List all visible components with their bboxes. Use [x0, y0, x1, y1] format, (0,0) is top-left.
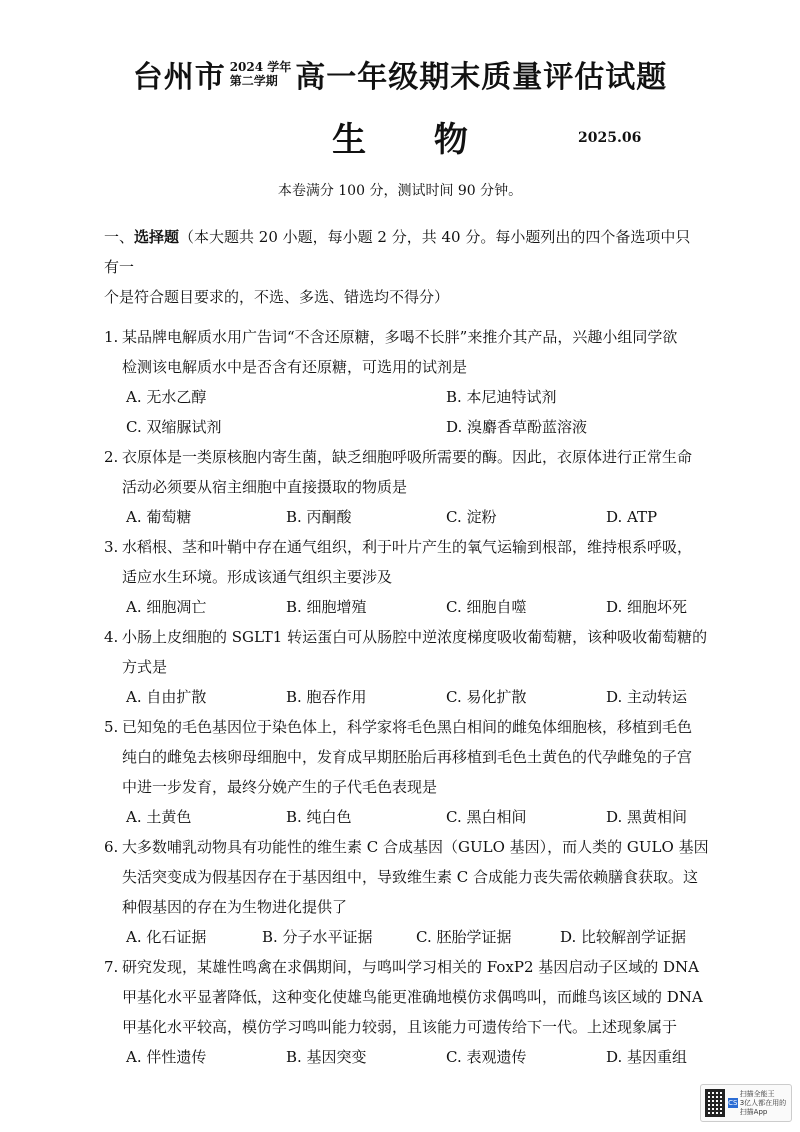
option-list	[104, 502, 722, 532]
option-list	[104, 382, 700, 442]
question-item	[104, 442, 700, 532]
question-stem-line	[104, 652, 700, 682]
option-item: A. 葡萄糖	[126, 508, 192, 526]
section-desc-line1: （本大题共 20 小题，每小题 2 分，共 40 分。每小题列出的四个备选项中只有一	[104, 228, 691, 276]
stamp-line1: 扫描全能王	[739, 1089, 775, 1098]
question-stem-line	[104, 352, 700, 382]
question-item	[104, 532, 700, 622]
option-list	[104, 1042, 722, 1072]
option-item: B. 本尼迪特试剂	[446, 388, 557, 406]
question-item	[104, 622, 708, 712]
question-stem-line	[104, 472, 700, 502]
option-item: A. 土黄色	[126, 808, 192, 826]
question-stem-line	[104, 532, 700, 562]
question-text: 中进一步发育，最终分娩产生的子代毛色表现是	[122, 778, 438, 796]
question-text: 方式是	[122, 658, 168, 676]
option-item: B. 细胞增殖	[286, 598, 367, 616]
question-text: 衣原体是一类原核胞内寄生菌，缺乏细胞呼吸所需要的酶。因此，衣原体进行正常生命	[122, 448, 693, 466]
exam-note: 本卷满分 100 分，测试时间 90 分钟。	[277, 183, 523, 199]
exam-name: 高一年级期末质量评估试题	[295, 60, 668, 95]
option-item: D. ATP	[606, 508, 658, 526]
question-stem-line	[104, 952, 700, 982]
question-list	[104, 322, 709, 1072]
section-label: 一、	[104, 228, 135, 246]
question-stem-line	[104, 712, 700, 742]
option-item: D. 溴麝香草酚蓝溶液	[446, 418, 588, 436]
option-item: C. 易化扩散	[446, 688, 527, 706]
option-list	[104, 802, 722, 832]
term-semester: 第二学期	[229, 74, 278, 88]
question-text: 水稻根、茎和叶鞘中存在通气组织，利于叶片产生的氧气运输到根部，维持根系呼吸，	[122, 538, 693, 556]
question-text: 种假基因的存在为生物进化提供了	[122, 898, 348, 916]
option-item: D. 细胞坏死	[606, 598, 688, 616]
option-item: C. 胚胎学证据	[416, 928, 512, 946]
question-text: 某品牌电解质水用广告词“不含还原糖，多喝不长胖”来推介其产品，兴趣小组同学欲	[122, 328, 678, 346]
question-item	[104, 322, 700, 442]
question-text: 检测该电解质水中是否含有还原糖，可选用的试剂是	[122, 358, 468, 376]
question-stem-line	[104, 442, 700, 472]
term-year: 2024 学年	[229, 60, 292, 74]
option-item: D. 基因重组	[606, 1048, 688, 1066]
option-item: A. 自由扩散	[126, 688, 207, 706]
question-stem-line	[104, 982, 703, 1012]
option-item: B. 胞吞作用	[286, 688, 367, 706]
question-stem-line	[104, 622, 708, 652]
question-stem-line	[104, 892, 700, 922]
question-number: 3.	[104, 538, 119, 556]
question-text: 已知兔的毛色基因位于染色体上，科学家将毛色黑白相间的雌兔体细胞核，移植到毛色	[122, 718, 693, 736]
question-stem-line	[104, 1012, 700, 1042]
question-text: 甲基化水平显著降低，这种变化使雄鸟能更准确地模仿求偶鸣叫，而雌鸟该区域的 DNA	[122, 988, 703, 1006]
city-name: 台州市	[132, 60, 226, 95]
question-number: 1.	[104, 328, 119, 346]
option-item: A. 无水乙醇	[126, 388, 207, 406]
question-item	[104, 832, 709, 952]
question-text: 活动必须要从宿主细胞中直接摄取的物质是	[122, 478, 408, 496]
section-desc-line2: 个是符合题目要求的，不选、多选、错选均不得分）	[104, 288, 450, 306]
question-stem-line	[104, 832, 709, 862]
question-text: 大多数哺乳动物具有功能性的维生素 C 合成基因（GULO 基因），而人类的 GULO 基因	[122, 838, 709, 856]
qr-code-icon	[705, 1089, 725, 1117]
option-item: C. 黑白相间	[446, 808, 527, 826]
question-item	[104, 952, 703, 1072]
option-item: A. 化石证据	[126, 928, 207, 946]
option-item: C. 淀粉	[446, 508, 497, 526]
exam-date: 2025.06	[578, 130, 642, 146]
question-text: 适应水生环境。形成该通气组织主要涉及	[122, 568, 393, 586]
option-item: D. 黑黄相间	[606, 808, 688, 826]
option-item: A. 细胞凋亡	[126, 598, 207, 616]
subject-title: 生 物	[332, 120, 496, 160]
option-list	[104, 922, 722, 952]
option-item: D. 主动转运	[606, 688, 688, 706]
question-stem-line	[104, 772, 700, 802]
option-list	[104, 682, 722, 712]
question-text: 纯白的雌兔去核卵母细胞中，发育成早期胚胎后再移植到毛色土黄色的代孕雌兔的子宫	[122, 748, 693, 766]
question-item	[104, 712, 700, 832]
cs-logo-icon: CS	[728, 1099, 738, 1107]
question-stem-line	[104, 862, 700, 892]
scanner-watermark	[700, 1084, 792, 1122]
question-stem-line	[104, 562, 700, 592]
option-list	[104, 592, 722, 622]
question-number: 2.	[104, 448, 119, 466]
option-item: B. 基因突变	[286, 1048, 367, 1066]
option-item: A. 伴性遗传	[126, 1048, 207, 1066]
option-item: C. 表观遗传	[446, 1048, 527, 1066]
option-item: C. 双缩脲试剂	[126, 418, 222, 436]
section-header	[104, 222, 700, 282]
question-number: 6.	[104, 838, 119, 856]
term-label	[230, 60, 292, 88]
option-item: B. 丙酮酸	[286, 508, 352, 526]
option-item: C. 细胞自噬	[446, 598, 527, 616]
question-text: 失活突变成为假基因存在于基因组中，导致维生素 C 合成能力丧失需依赖膳食获取。这	[122, 868, 699, 886]
question-stem-line	[104, 742, 700, 772]
question-text: 小肠上皮细胞的 SGLT1 转运蛋白可从肠腔中逆浓度梯度吸收葡萄糖，该种吸收葡萄糖的	[122, 628, 708, 646]
question-number: 4.	[104, 628, 119, 646]
exam-title	[0, 52, 800, 96]
exam-content	[104, 222, 709, 1072]
question-number: 7.	[104, 958, 119, 976]
question-text: 甲基化水平较高，模仿学习鸣叫能力较弱，且该能力可遗传给下一代。上述现象属于	[122, 1018, 678, 1036]
option-item: B. 纯白色	[286, 808, 352, 826]
option-item: D. 比较解剖学证据	[560, 928, 687, 946]
question-text: 研究发现，某雄性鸣禽在求偶期间，与鸣叫学习相关的 FoxP2 基因启动子区域的 DNA	[122, 958, 700, 976]
stamp-line2: 3亿人都在用的扫描App	[739, 1098, 787, 1116]
section-title: 选择题	[134, 228, 180, 246]
question-stem-line	[104, 322, 700, 352]
stamp-text	[740, 1090, 791, 1117]
question-number: 5.	[104, 718, 119, 736]
option-item: B. 分子水平证据	[262, 928, 373, 946]
